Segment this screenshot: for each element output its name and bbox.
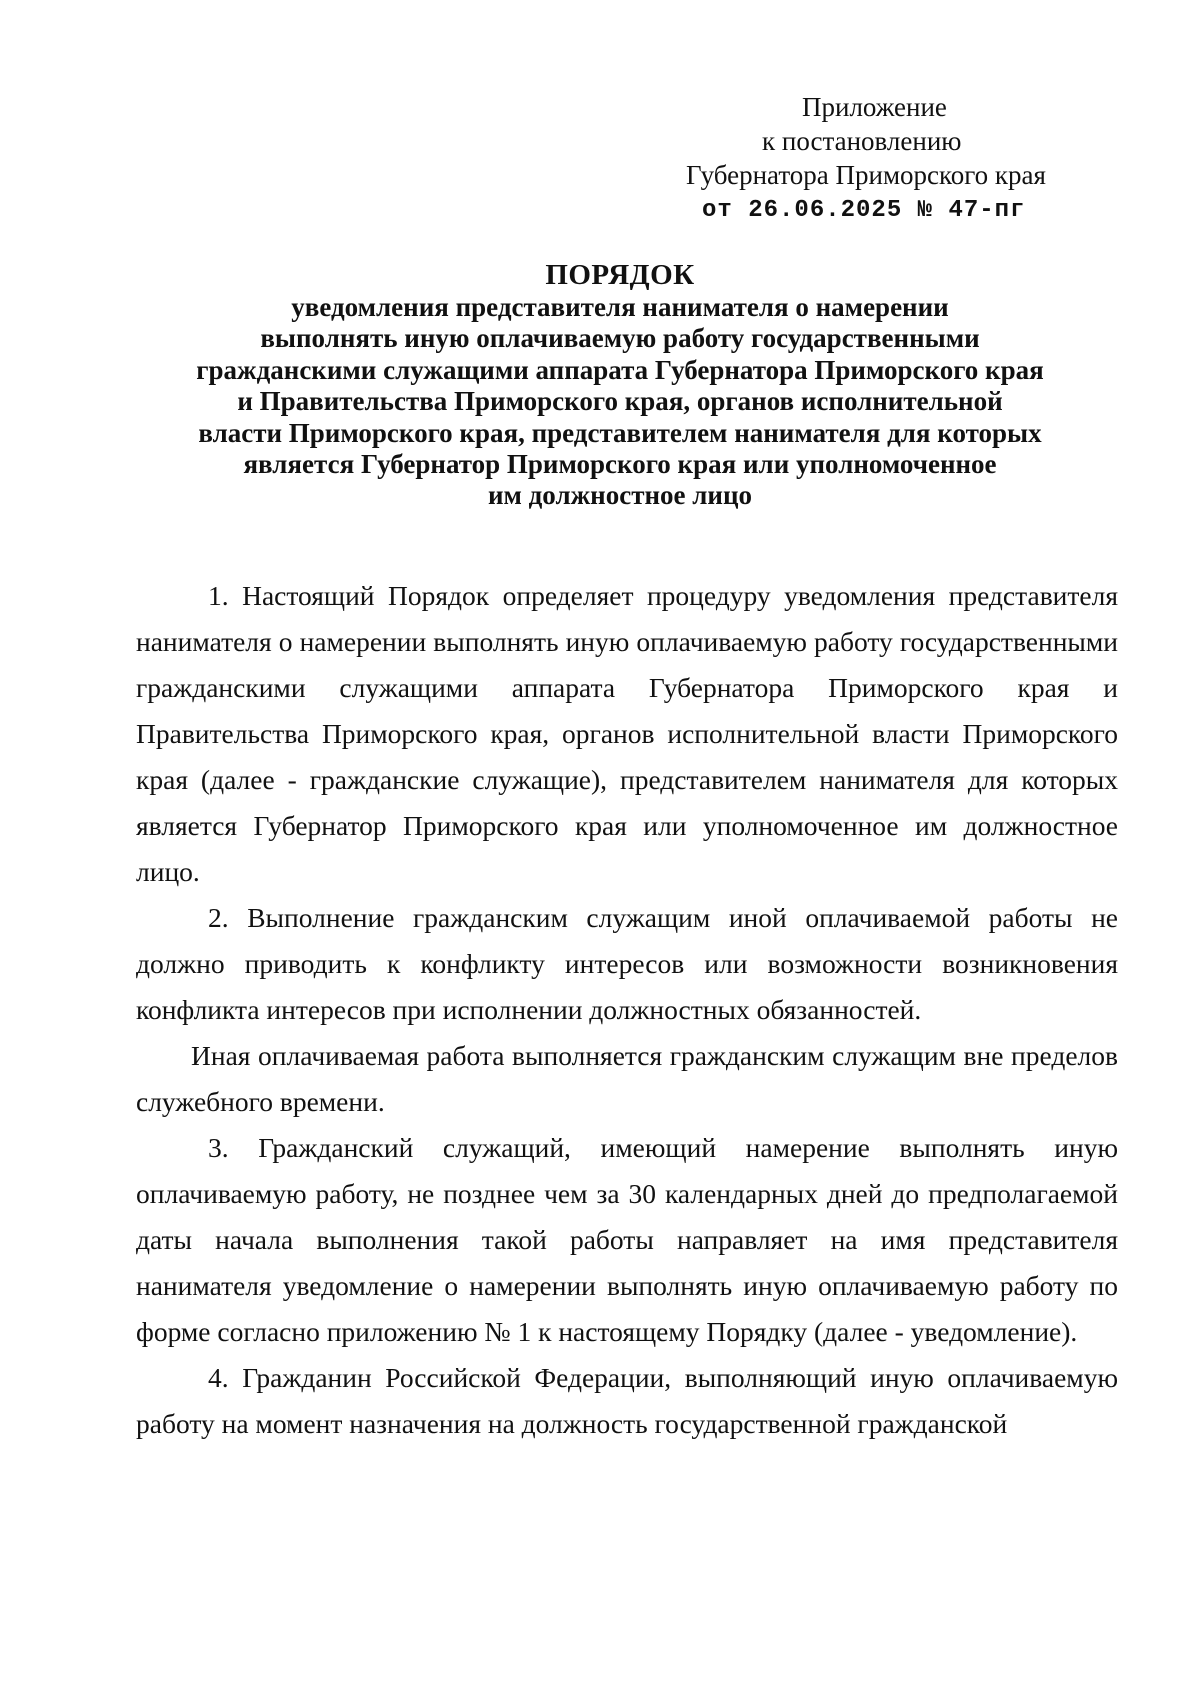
appendix-issuer: Губернатора Приморского края — [686, 160, 1046, 190]
appendix-resolution-label: к постановлению — [762, 126, 962, 156]
appendix-header — [640, 90, 1110, 228]
title-line: выполнять иную оплачиваемую работу государственными — [260, 323, 980, 354]
paragraph-2: 2. Выполнение гражданским служащим иной оплачиваемой работы не должно приводить к конфликту интересов или возможности возникновения конфликта интересов при исполнении должностных обязанностей. — [136, 902, 1118, 1025]
paragraph-4: 4. Гражданин Российской Федерации, выполняющий иную оплачиваемую работу на момент назначения на должность государственной гражданской — [136, 1362, 1118, 1439]
paragraph-2-continued: Иная оплачиваемая работа выполняется гражданским служащим вне пределов служебного времени. — [136, 1040, 1118, 1117]
appendix-date-number: от 26.06.2025 № 47-пг — [702, 197, 1026, 224]
document-title — [120, 258, 1120, 512]
title-line: и Правительства Приморского края, органов исполнительной — [237, 386, 1003, 417]
paragraph-3: 3. Гражданский служащий, имеющий намерение выполнять иную оплачиваемую работу, не позднее чем за 30 календарных дней до предполагаемой даты начала выполнения такой работы направляет на имя представителя нанимателя уведомление о намерении выполнять иную оплачиваемую работу по форме согласно приложению № 1 к настоящему Порядку (далее - уведомление). — [136, 1132, 1118, 1347]
title-line: гражданскими служащими аппарата Губернатора Приморского края — [196, 354, 1044, 385]
paragraph-1: 1. Настоящий Порядок определяет процедуру уведомления представителя нанимателя о намерении выполнять иную оплачиваемую работу государственными гражданскими служащими аппарата Губернатора Приморского края и Правительства Приморского края, органов исполнительной власти Приморского края (далее - гражданские служащие), представителем нанимателя для которых является Губернатор Приморского края или уполномоченное им должностное лицо. — [136, 580, 1118, 887]
title-line: им должностное лицо — [487, 480, 753, 511]
title-line: власти Приморского края, представителем нанимателя для которых — [198, 417, 1042, 448]
title-main: ПОРЯДОК — [545, 259, 695, 291]
title-line: является Губернатор Приморского края или уполномоченное — [243, 449, 997, 480]
appendix-label: Приложение — [802, 92, 947, 122]
document-body — [136, 573, 1118, 1447]
title-line: уведомления представителя нанимателя о намерении — [291, 292, 949, 322]
